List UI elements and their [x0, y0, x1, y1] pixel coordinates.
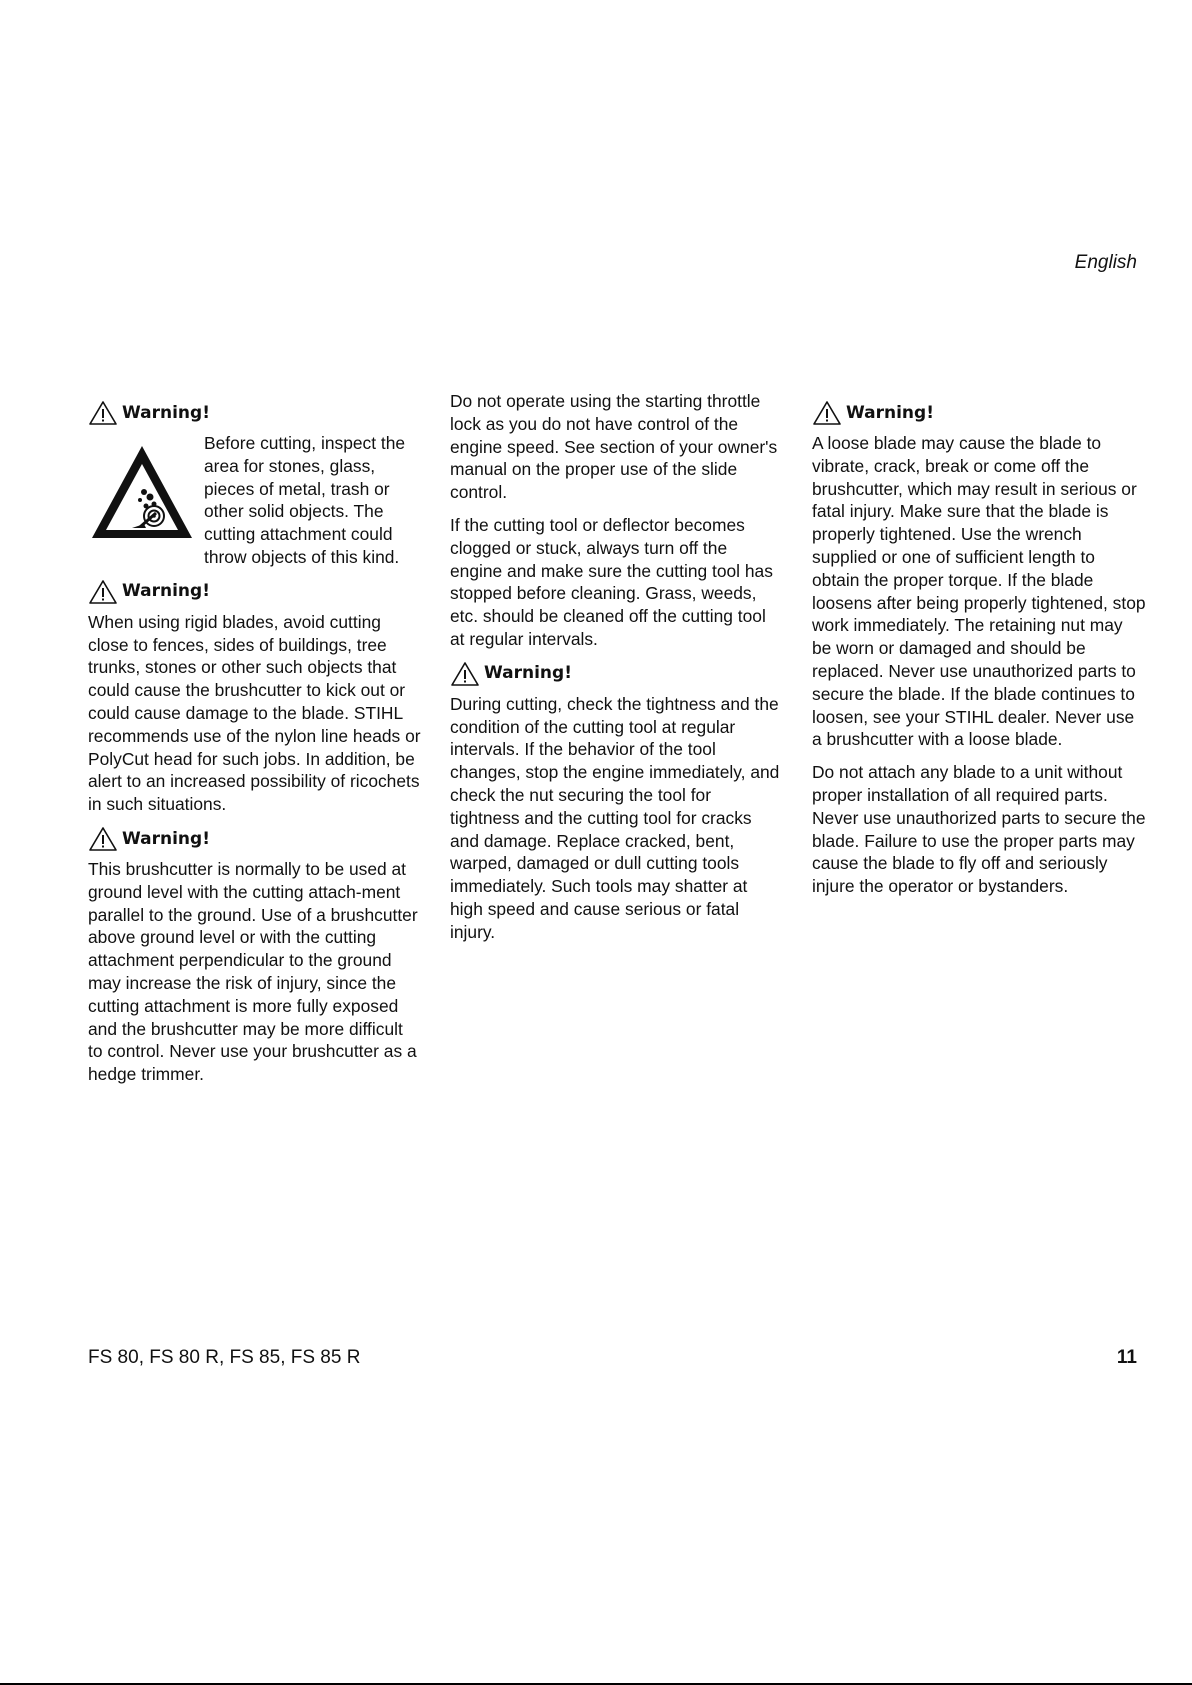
- warning-label: Warning!: [122, 581, 210, 602]
- model-list: FS 80, FS 80 R, FS 85, FS 85 R: [88, 1347, 361, 1368]
- warning-heading: [450, 661, 784, 687]
- thrown-objects-hazard-icon: [88, 440, 196, 548]
- loose-blade-text: A loose blade may cause the blade to vibrate, crack, break or come off the brushcutter, which may result in serious or fatal injury. Make sure that the blade is properly tightened. Use the wrench supplied or one of sufficient length to obtain the proper torque. If the blade loosens after being properly tightened, stop work immediately. The retaining nut may be worn or damaged and should be replaced. Never use unauthorized parts to secure the blade. If the blade continues to loosen, see your STIHL dealer. Never use a brushcutter with a loose blade.: [812, 433, 1146, 750]
- page-number: 11: [1116, 1347, 1137, 1368]
- warning-triangle-icon: [450, 661, 480, 687]
- thrown-objects-warning: [88, 432, 422, 569]
- warning-triangle-icon: [88, 579, 118, 605]
- column-1: [88, 392, 422, 1096]
- warning-label: Warning!: [846, 402, 934, 423]
- thrown-objects-text: Before cutting, inspect the area for stones, glass, pieces of metal, trash or other solid objects. The cutting attachment could throw objects of this kind.: [204, 433, 406, 567]
- warning-heading: [812, 400, 1146, 426]
- warning-heading: [88, 400, 422, 426]
- warning-label: Warning!: [484, 663, 572, 684]
- column-2: [450, 390, 784, 954]
- warning-triangle-icon: [812, 400, 842, 426]
- language-label: English: [1074, 252, 1137, 273]
- blade-installation-text: Do not attach any blade to a unit without proper installation of all required parts. Never use unauthorized parts to secure the blade. Failure to use the proper parts may cause the blade to fly off and seriously injure the operator or bystanders.: [812, 762, 1146, 897]
- warning-triangle-icon: [88, 400, 118, 426]
- warning-triangle-icon: [88, 826, 118, 852]
- tool-tightness-text: During cutting, check the tightness and the condition of the cutting tool at regular intervals. If the behavior of the tool changes, stop the engine immediately, and check the nut securing the tool for tightness and the cutting tool for cracks and damage. Replace cracked, bent, warped, damaged or dull cutting tools immediately. Such tools may shatter at high speed and cause serious or fatal injury.: [450, 693, 780, 942]
- rigid-blades-text: When using rigid blades, avoid cutting close to fences, sides of buildings, tree trunks, stones or other such objects that could cause the brushcutter to kick out or could cause damage to the blade. STIHL recommends use of the nylon line heads or PolyCut head for such jobs. In addition, be alert to an increased possibility of ricochets in such situations.: [88, 611, 421, 815]
- warning-heading: [88, 826, 422, 852]
- column-3: [812, 392, 1146, 908]
- throttle-lock-text: Do not operate using the starting throttle lock as you do not have control of the engine speed. See section of your owner's manual on the proper use of the slide control.: [450, 391, 778, 503]
- page-footer: [88, 1347, 1137, 1369]
- ground-level-text: This brushcutter is normally to be used at ground level with the cutting attach-ment parallel to the ground. Use of a brushcutter above ground level or with the cutting attachment perpendicular to the ground may increase the risk of injury, since the cutting attachment is more fully exposed and the brushcutter may be more difficult to control. Never use your brushcutter as a hedge trimmer.: [88, 858, 418, 1085]
- warning-label: Warning!: [122, 402, 210, 423]
- warning-heading: [88, 579, 422, 605]
- clogged-tool-text: If the cutting tool or deflector becomes clogged or stuck, always turn off the engine and make sure the cutting tool has stopped before cleaning. Grass, weeds, etc. should be cleaned off the cutting tool at regular intervals.: [450, 514, 773, 649]
- warning-label: Warning!: [122, 828, 210, 849]
